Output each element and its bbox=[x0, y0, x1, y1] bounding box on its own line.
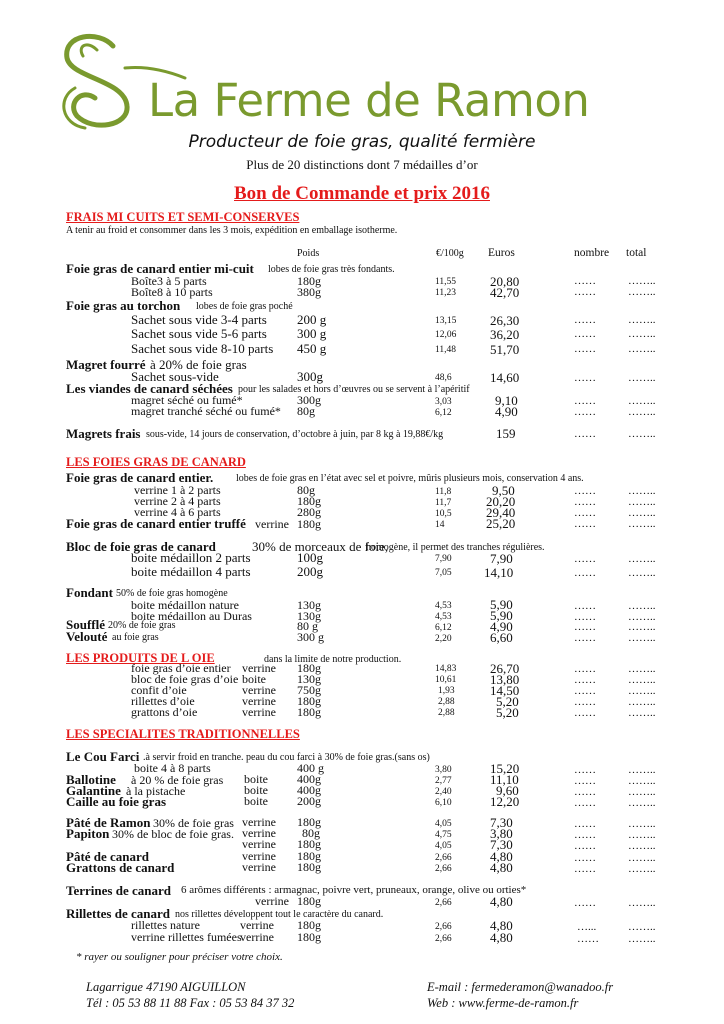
row-total-field[interactable]: …….. bbox=[628, 696, 656, 708]
product-title: Soufflé bbox=[66, 617, 105, 632]
section-note-oie: dans la limite de notre production. bbox=[264, 654, 402, 665]
row-total-field[interactable]: …….. bbox=[628, 897, 656, 909]
row-weight: 80g bbox=[297, 404, 315, 418]
row-price: 29,40 bbox=[486, 505, 516, 520]
product-title: Magrets frais bbox=[66, 426, 141, 441]
row-price: 7,30 bbox=[490, 815, 513, 830]
order-form-title: Bon de Commande et prix 2016 bbox=[234, 183, 490, 204]
product-title: Bloc de foie gras de canard bbox=[66, 539, 216, 554]
row-price: 14,50 bbox=[490, 683, 520, 698]
row-price: 7,30 bbox=[490, 837, 513, 852]
row-label: magret tranché séché ou fumé* bbox=[131, 404, 281, 418]
row-price: 42,70 bbox=[490, 285, 520, 300]
row-weight: 300 g bbox=[297, 630, 324, 644]
product-title: Les viandes de canard séchées bbox=[66, 381, 233, 396]
section-note-frais: A tenir au froid et consommer dans les 3 mois, expédition en emballage isotherme. bbox=[66, 225, 398, 236]
row-weight: 180g bbox=[297, 918, 321, 932]
row-weight: 400 g bbox=[297, 761, 324, 775]
product-title: Terrines de canard bbox=[66, 883, 171, 898]
row-unit-price: 3,80 bbox=[435, 765, 452, 775]
row-total-field[interactable]: …….. bbox=[628, 286, 656, 298]
row-quantity-field[interactable]: …… bbox=[574, 621, 596, 633]
row-price: 36,20 bbox=[490, 327, 520, 342]
row-unit-price: 4,05 bbox=[435, 841, 452, 851]
row-total-field[interactable]: …….. bbox=[628, 553, 656, 565]
row-price: 9,60 bbox=[496, 783, 519, 798]
row-total-field[interactable]: …….. bbox=[628, 485, 656, 497]
row-price: 25,20 bbox=[486, 516, 516, 531]
row-price: 4,80 bbox=[490, 930, 513, 945]
row-price: 26,70 bbox=[490, 661, 520, 676]
row-weight: 400g bbox=[297, 772, 321, 786]
product-desc: nos rillettes développent tout le caractère du canard. bbox=[175, 909, 384, 920]
footer-web-link[interactable]: Web : www.ferme-de-ramon.fr bbox=[427, 996, 579, 1010]
row-pack: verrine bbox=[242, 694, 276, 708]
row-unit-price: 4,05 bbox=[435, 819, 452, 829]
product-desc: sous-vide, 14 jours de conservation, d’octobre à juin, par 8 kg à 19,88€/kg bbox=[146, 429, 444, 440]
row-quantity-field[interactable]: …… bbox=[574, 275, 596, 287]
row-price: 4,80 bbox=[490, 894, 513, 909]
product-title: Le Cou Farci bbox=[66, 749, 140, 764]
row-pack: boite bbox=[244, 794, 268, 808]
row-unit-price: 1,93 bbox=[438, 686, 455, 696]
row-unit-price: 6,12 bbox=[435, 623, 452, 633]
row-price: 4,90 bbox=[490, 619, 513, 634]
row-pack: verrine bbox=[242, 815, 276, 829]
row-weight: 180g bbox=[297, 894, 321, 908]
col-header-nombre: nombre bbox=[574, 247, 610, 259]
row-unit-price: 10,61 bbox=[435, 675, 457, 685]
row-quantity-field[interactable]: …… bbox=[574, 372, 596, 384]
row-quantity-field[interactable]: …… bbox=[574, 797, 596, 809]
row-quantity-field[interactable]: …… bbox=[574, 786, 596, 798]
row-quantity-field[interactable]: …… bbox=[574, 518, 596, 530]
row-label: verrine 2 à 4 parts bbox=[134, 494, 221, 508]
row-total-field[interactable]: …….. bbox=[628, 863, 656, 875]
row-price: 4,90 bbox=[495, 404, 518, 419]
product-title: Papiton bbox=[66, 826, 110, 841]
footer-phone: Tél : 05 53 88 11 88 Fax : 05 53 84 37 32 bbox=[86, 996, 295, 1010]
row-weight: 450 g bbox=[297, 341, 327, 356]
row-total-field[interactable]: …….. bbox=[628, 840, 656, 852]
row-unit-price: 11,23 bbox=[435, 288, 457, 298]
product-title: Rillettes de canard bbox=[66, 906, 170, 921]
row-weight: 300g bbox=[297, 369, 323, 384]
row-weight: 130g bbox=[297, 598, 321, 612]
product-title: Foie gras de canard entier. bbox=[66, 470, 214, 485]
row-total-field[interactable]: …….. bbox=[628, 567, 656, 579]
col-header-total: total bbox=[626, 247, 647, 259]
row-weight: 300g bbox=[297, 393, 321, 407]
product-desc: au foie gras bbox=[112, 632, 159, 643]
row-weight: 180g bbox=[297, 274, 321, 288]
row-pack: verrine bbox=[242, 849, 276, 863]
section-title-specialites: LES SPECIALITES TRADITIONNELLES bbox=[66, 727, 300, 741]
product-title: Velouté bbox=[66, 629, 108, 644]
product-title: Pâté de Ramon bbox=[66, 815, 151, 830]
row-quantity-field[interactable]: …… bbox=[574, 428, 596, 440]
row-total-field[interactable]: …….. bbox=[628, 395, 656, 407]
product-title: Ballotine bbox=[66, 772, 116, 787]
row-label: boite médaillon 2 parts bbox=[131, 550, 251, 565]
row-weight: 130g bbox=[297, 609, 321, 623]
product-desc-main: 30% de morceaux de foie, bbox=[252, 539, 389, 554]
product-desc: homogène, il permet des tranches régulières. bbox=[366, 542, 545, 553]
row-pack: boite bbox=[244, 772, 268, 786]
tagline: Producteur de foie gras, qualité fermière bbox=[188, 132, 536, 152]
row-weight: 130g bbox=[297, 672, 321, 686]
row-weight: 180g bbox=[297, 494, 321, 508]
row-price: 3,80 bbox=[490, 826, 513, 841]
row-price: 9,10 bbox=[495, 393, 518, 408]
row-quantity-field[interactable]: …… bbox=[574, 328, 596, 340]
row-unit-price: 4,53 bbox=[435, 601, 452, 611]
row-weight: 180g bbox=[297, 694, 321, 708]
row-quantity-field[interactable]: …… bbox=[574, 707, 596, 719]
row-unit-price: 2,77 bbox=[435, 776, 452, 786]
product-desc: 30% de foie gras bbox=[153, 816, 234, 830]
row-pack: verrine bbox=[255, 894, 289, 908]
col-header-unit-price: €/100g bbox=[436, 248, 464, 259]
row-unit-price: 4,75 bbox=[435, 830, 452, 840]
row-quantity-field[interactable]: …… bbox=[574, 314, 596, 326]
row-unit-price: 7,05 bbox=[435, 568, 452, 578]
row-unit-price: 11,55 bbox=[435, 277, 457, 287]
row-total-field[interactable]: …….. bbox=[628, 921, 656, 933]
row-unit-price: 2,88 bbox=[438, 708, 455, 718]
row-total-field[interactable]: …….. bbox=[628, 406, 656, 418]
row-label: Sachet sous-vide bbox=[131, 369, 219, 384]
product-desc: lobes de foie gras très fondants. bbox=[268, 264, 395, 275]
row-price: 14,10 bbox=[484, 565, 514, 580]
row-unit-price: 2,20 bbox=[435, 634, 452, 644]
footer-address: Lagarrigue 47190 AIGUILLON bbox=[86, 980, 246, 994]
product-desc: 6 arômes différents : armagnac, poivre vert, pruneaux, orange, olive ou orties* bbox=[181, 884, 527, 896]
product-desc: 30% de bloc de foie gras. bbox=[112, 827, 234, 841]
row-weight: 750g bbox=[297, 683, 321, 697]
row-weight: 80 g bbox=[297, 619, 318, 633]
row-unit-price: 4,53 bbox=[435, 612, 452, 622]
row-weight: 380g bbox=[297, 285, 321, 299]
row-pack: boite bbox=[244, 783, 268, 797]
row-quantity-field[interactable]: …… bbox=[574, 764, 596, 776]
row-quantity-field[interactable]: …… bbox=[574, 685, 596, 697]
row-unit-price: 7,90 bbox=[435, 554, 452, 564]
row-price: 20,80 bbox=[490, 274, 520, 289]
row-weight: 180g bbox=[297, 815, 321, 829]
row-unit-price: 13,15 bbox=[435, 316, 457, 326]
row-pack: verrine bbox=[242, 826, 276, 840]
row-quantity-field[interactable]: …… bbox=[574, 840, 596, 852]
row-unit-price: 2,66 bbox=[435, 864, 452, 874]
row-unit-price: 6,12 bbox=[435, 408, 452, 418]
section-title-frais: FRAIS MI CUITS ET SEMI-CONSERVES bbox=[66, 210, 300, 224]
row-weight: 180g bbox=[297, 837, 321, 851]
row-price: 26,30 bbox=[490, 313, 520, 328]
row-quantity-field[interactable]: …… bbox=[574, 395, 596, 407]
row-price: 5,20 bbox=[496, 705, 519, 720]
row-pack: verrine bbox=[242, 683, 276, 697]
row-unit-price: 12,06 bbox=[435, 330, 457, 340]
row-total-field[interactable]: …….. bbox=[628, 372, 656, 384]
product-title: Foie gras de canard entier truffé bbox=[66, 516, 246, 531]
footer-email-link[interactable]: E-mail : fermederamon@wanadoo.fr bbox=[427, 980, 614, 994]
row-unit-price: 2,88 bbox=[438, 697, 455, 707]
col-header-poids: Poids bbox=[297, 248, 320, 259]
row-total-field[interactable]: …….. bbox=[628, 343, 656, 355]
row-label: boite 4 à 8 parts bbox=[134, 761, 211, 775]
row-total-field[interactable]: …….. bbox=[628, 852, 656, 864]
row-quantity-field[interactable]: …… bbox=[574, 485, 596, 497]
section-title-foies-gras: LES FOIES GRAS DE CANARD bbox=[66, 455, 246, 469]
row-price: 13,80 bbox=[490, 672, 520, 687]
row-label: Sachet sous vide 8-10 parts bbox=[131, 341, 274, 356]
row-quantity-field[interactable]: …... bbox=[577, 921, 597, 933]
row-price: 12,20 bbox=[490, 794, 520, 809]
row-label: Sachet sous vide 3-4 parts bbox=[131, 312, 267, 327]
row-weight: 400g bbox=[297, 783, 321, 797]
row-price: 51,70 bbox=[490, 342, 520, 357]
row-weight: 300 g bbox=[297, 326, 327, 341]
product-desc: lobes de foie gras en l’état avec sel et poivre, mûris plusieurs mois, conservation 4 ans. bbox=[236, 473, 584, 484]
row-quantity-field[interactable]: …… bbox=[574, 611, 596, 623]
row-pack: verrine bbox=[242, 705, 276, 719]
brand-name: La Ferme de Ramon bbox=[148, 74, 590, 127]
row-total-field[interactable]: …….. bbox=[628, 933, 656, 945]
row-quantity-field[interactable]: …… bbox=[574, 897, 596, 909]
row-unit-price: 11,7 bbox=[435, 498, 452, 508]
row-label: Boîte3 à 5 parts bbox=[131, 274, 207, 288]
row-weight: 100g bbox=[297, 550, 323, 565]
row-quantity-field[interactable]: …… bbox=[574, 674, 596, 686]
row-quantity-field[interactable]: …… bbox=[574, 818, 596, 830]
row-quantity-field[interactable]: …… bbox=[574, 343, 596, 355]
row-label: boite médaillon nature bbox=[131, 598, 239, 612]
row-label: Sachet sous vide 5-6 parts bbox=[131, 326, 267, 341]
row-weight: 200g bbox=[297, 564, 323, 579]
row-total-field[interactable]: …….. bbox=[628, 674, 656, 686]
row-price: 4,80 bbox=[490, 918, 513, 933]
row-price: 15,20 bbox=[490, 761, 520, 776]
row-quantity-field[interactable]: …… bbox=[574, 696, 596, 708]
row-price: 4,80 bbox=[490, 849, 513, 864]
row-price: 6,60 bbox=[490, 630, 513, 645]
row-pack: verrine bbox=[240, 918, 274, 932]
product-desc: à 20% de foie gras bbox=[150, 357, 247, 372]
row-total-field[interactable]: …….. bbox=[628, 663, 656, 675]
row-quantity-field[interactable]: …… bbox=[574, 496, 596, 508]
footnote-asterisk: * rayer ou souligner pour préciser votre choix. bbox=[76, 951, 283, 963]
row-unit-price: 11,8 bbox=[435, 487, 452, 497]
product-desc: .à servir froid en tranche. peau du cou farci à 30% de foie gras.(sans os) bbox=[143, 752, 430, 763]
row-total-field[interactable]: …….. bbox=[628, 428, 656, 440]
row-price: 11,10 bbox=[490, 772, 519, 787]
row-price: 9,50 bbox=[492, 483, 515, 498]
row-unit-price: 2,40 bbox=[435, 787, 452, 797]
row-unit-price: 14,83 bbox=[435, 664, 457, 674]
row-unit-price: 2,66 bbox=[435, 853, 452, 863]
row-quantity-field[interactable]: …… bbox=[574, 663, 596, 675]
row-label: boite médaillon 4 parts bbox=[131, 564, 251, 579]
product-title: Galantine bbox=[66, 783, 121, 798]
row-unit-price: 11,48 bbox=[435, 345, 457, 355]
row-label: Boîte8 à 10 parts bbox=[131, 285, 213, 299]
row-price: 5,90 bbox=[490, 597, 513, 612]
row-pack: verrine bbox=[255, 517, 289, 531]
row-label: bloc de foie gras d’oie bbox=[131, 672, 239, 686]
row-weight: 180g bbox=[297, 705, 321, 719]
row-weight: 80g bbox=[297, 483, 315, 497]
row-label: foie gras d’oie entier bbox=[131, 661, 231, 675]
product-desc: pour les salades et hors d’œuvres ou se servent à l’apéritif bbox=[238, 384, 470, 395]
row-weight: 180g bbox=[297, 517, 321, 531]
row-quantity-field[interactable]: …… bbox=[574, 567, 596, 579]
row-label: verrine 1 à 2 parts bbox=[134, 483, 221, 497]
product-title: Caille au foie gras bbox=[66, 794, 167, 809]
row-total-field[interactable]: …….. bbox=[628, 764, 656, 776]
row-total-field[interactable]: …….. bbox=[628, 797, 656, 809]
row-total-field[interactable]: …….. bbox=[628, 786, 656, 798]
row-total-field[interactable]: …….. bbox=[628, 818, 656, 830]
row-label: grattons d’oie bbox=[131, 705, 198, 719]
row-total-field[interactable]: …….. bbox=[628, 328, 656, 340]
row-quantity-field[interactable]: …… bbox=[574, 775, 596, 787]
row-pack: verrine bbox=[242, 837, 276, 851]
row-unit-price: 48,6 bbox=[435, 373, 452, 383]
row-label: verrine 4 à 6 parts bbox=[134, 505, 221, 519]
row-unit-price: 2,66 bbox=[435, 934, 452, 944]
row-total-field[interactable]: …….. bbox=[628, 275, 656, 287]
row-weight: 180g bbox=[297, 860, 321, 874]
row-quantity-field[interactable]: …… bbox=[574, 829, 596, 841]
row-quantity-field[interactable]: …… bbox=[574, 553, 596, 565]
row-total-field[interactable]: …….. bbox=[628, 632, 656, 644]
row-price: 7,90 bbox=[490, 551, 513, 566]
product-desc: à 20 % de foie gras bbox=[131, 773, 224, 787]
product-desc: 20% de foie gras bbox=[108, 620, 176, 631]
section-title-oie: LES PRODUITS DE L OIE bbox=[66, 651, 215, 665]
row-label: verrine rillettes fumées bbox=[131, 930, 242, 944]
product-title: Magret fourré bbox=[66, 357, 146, 372]
row-quantity-field[interactable]: …… bbox=[577, 933, 599, 945]
row-quantity-field[interactable]: …… bbox=[574, 600, 596, 612]
row-total-field[interactable]: …….. bbox=[628, 496, 656, 508]
row-price: 159 bbox=[496, 426, 516, 441]
product-title: Pâté de canard bbox=[66, 849, 150, 864]
product-title: Foie gras au torchon bbox=[66, 298, 181, 313]
row-quantity-field[interactable]: …… bbox=[574, 632, 596, 644]
row-pack: boite bbox=[242, 672, 266, 686]
distinctions-line: Plus de 20 distinctions dont 7 médailles d’or bbox=[246, 157, 478, 172]
row-weight: 180g bbox=[297, 930, 321, 944]
row-quantity-field[interactable]: …… bbox=[574, 852, 596, 864]
row-label: rillettes d’oie bbox=[131, 694, 195, 708]
row-weight: 180g bbox=[297, 661, 321, 675]
row-label: magret séché ou fumé* bbox=[131, 393, 243, 407]
row-total-field[interactable]: …….. bbox=[628, 775, 656, 787]
row-weight: 180g bbox=[297, 849, 321, 863]
row-quantity-field[interactable]: …… bbox=[574, 507, 596, 519]
row-unit-price: 2,66 bbox=[435, 922, 452, 932]
row-pack: verrine bbox=[240, 930, 274, 944]
row-total-field[interactable]: …….. bbox=[628, 707, 656, 719]
row-unit-price: 2,66 bbox=[435, 898, 452, 908]
row-unit-price: 6,10 bbox=[435, 798, 452, 808]
row-total-field[interactable]: …….. bbox=[628, 829, 656, 841]
row-pack: verrine bbox=[242, 661, 276, 675]
product-title: Grattons de canard bbox=[66, 860, 175, 875]
row-total-field[interactable]: …….. bbox=[628, 518, 656, 530]
row-label: rillettes nature bbox=[131, 918, 200, 932]
row-price: 4,80 bbox=[490, 860, 513, 875]
row-label: boite médaillon au Duras bbox=[131, 609, 252, 623]
row-quantity-field[interactable]: …… bbox=[574, 406, 596, 418]
row-unit-price: 3,03 bbox=[435, 397, 452, 407]
row-weight: 200g bbox=[297, 794, 321, 808]
row-unit-price: 10,5 bbox=[435, 509, 452, 519]
row-total-field[interactable]: …….. bbox=[628, 611, 656, 623]
product-title: Foie gras de canard entier mi-cuit bbox=[66, 261, 254, 276]
row-price: 20,20 bbox=[486, 494, 516, 509]
product-desc: à la pistache bbox=[126, 784, 186, 798]
row-weight: 200 g bbox=[297, 312, 327, 327]
row-label: confit d’oie bbox=[131, 683, 187, 697]
product-desc: lobes de foie gras poché bbox=[196, 301, 293, 312]
row-quantity-field[interactable]: …… bbox=[574, 286, 596, 298]
product-desc: 50% de foie gras homogène bbox=[116, 588, 228, 599]
row-price: 14,60 bbox=[490, 370, 520, 385]
col-header-euros: Euros bbox=[488, 247, 515, 259]
row-total-field[interactable]: …….. bbox=[628, 685, 656, 697]
row-unit-price: 14 bbox=[435, 520, 445, 530]
row-total-field[interactable]: …….. bbox=[628, 600, 656, 612]
row-price: 5,20 bbox=[496, 694, 519, 709]
row-weight: 80g bbox=[302, 826, 320, 840]
row-weight: 280g bbox=[297, 505, 321, 519]
product-title: Fondant bbox=[66, 585, 113, 600]
row-pack: verrine bbox=[242, 860, 276, 874]
row-total-field[interactable]: …….. bbox=[628, 621, 656, 633]
row-total-field[interactable]: …….. bbox=[628, 507, 656, 519]
row-price: 5,90 bbox=[490, 608, 513, 623]
row-total-field[interactable]: …….. bbox=[628, 314, 656, 326]
row-quantity-field[interactable]: …… bbox=[574, 863, 596, 875]
